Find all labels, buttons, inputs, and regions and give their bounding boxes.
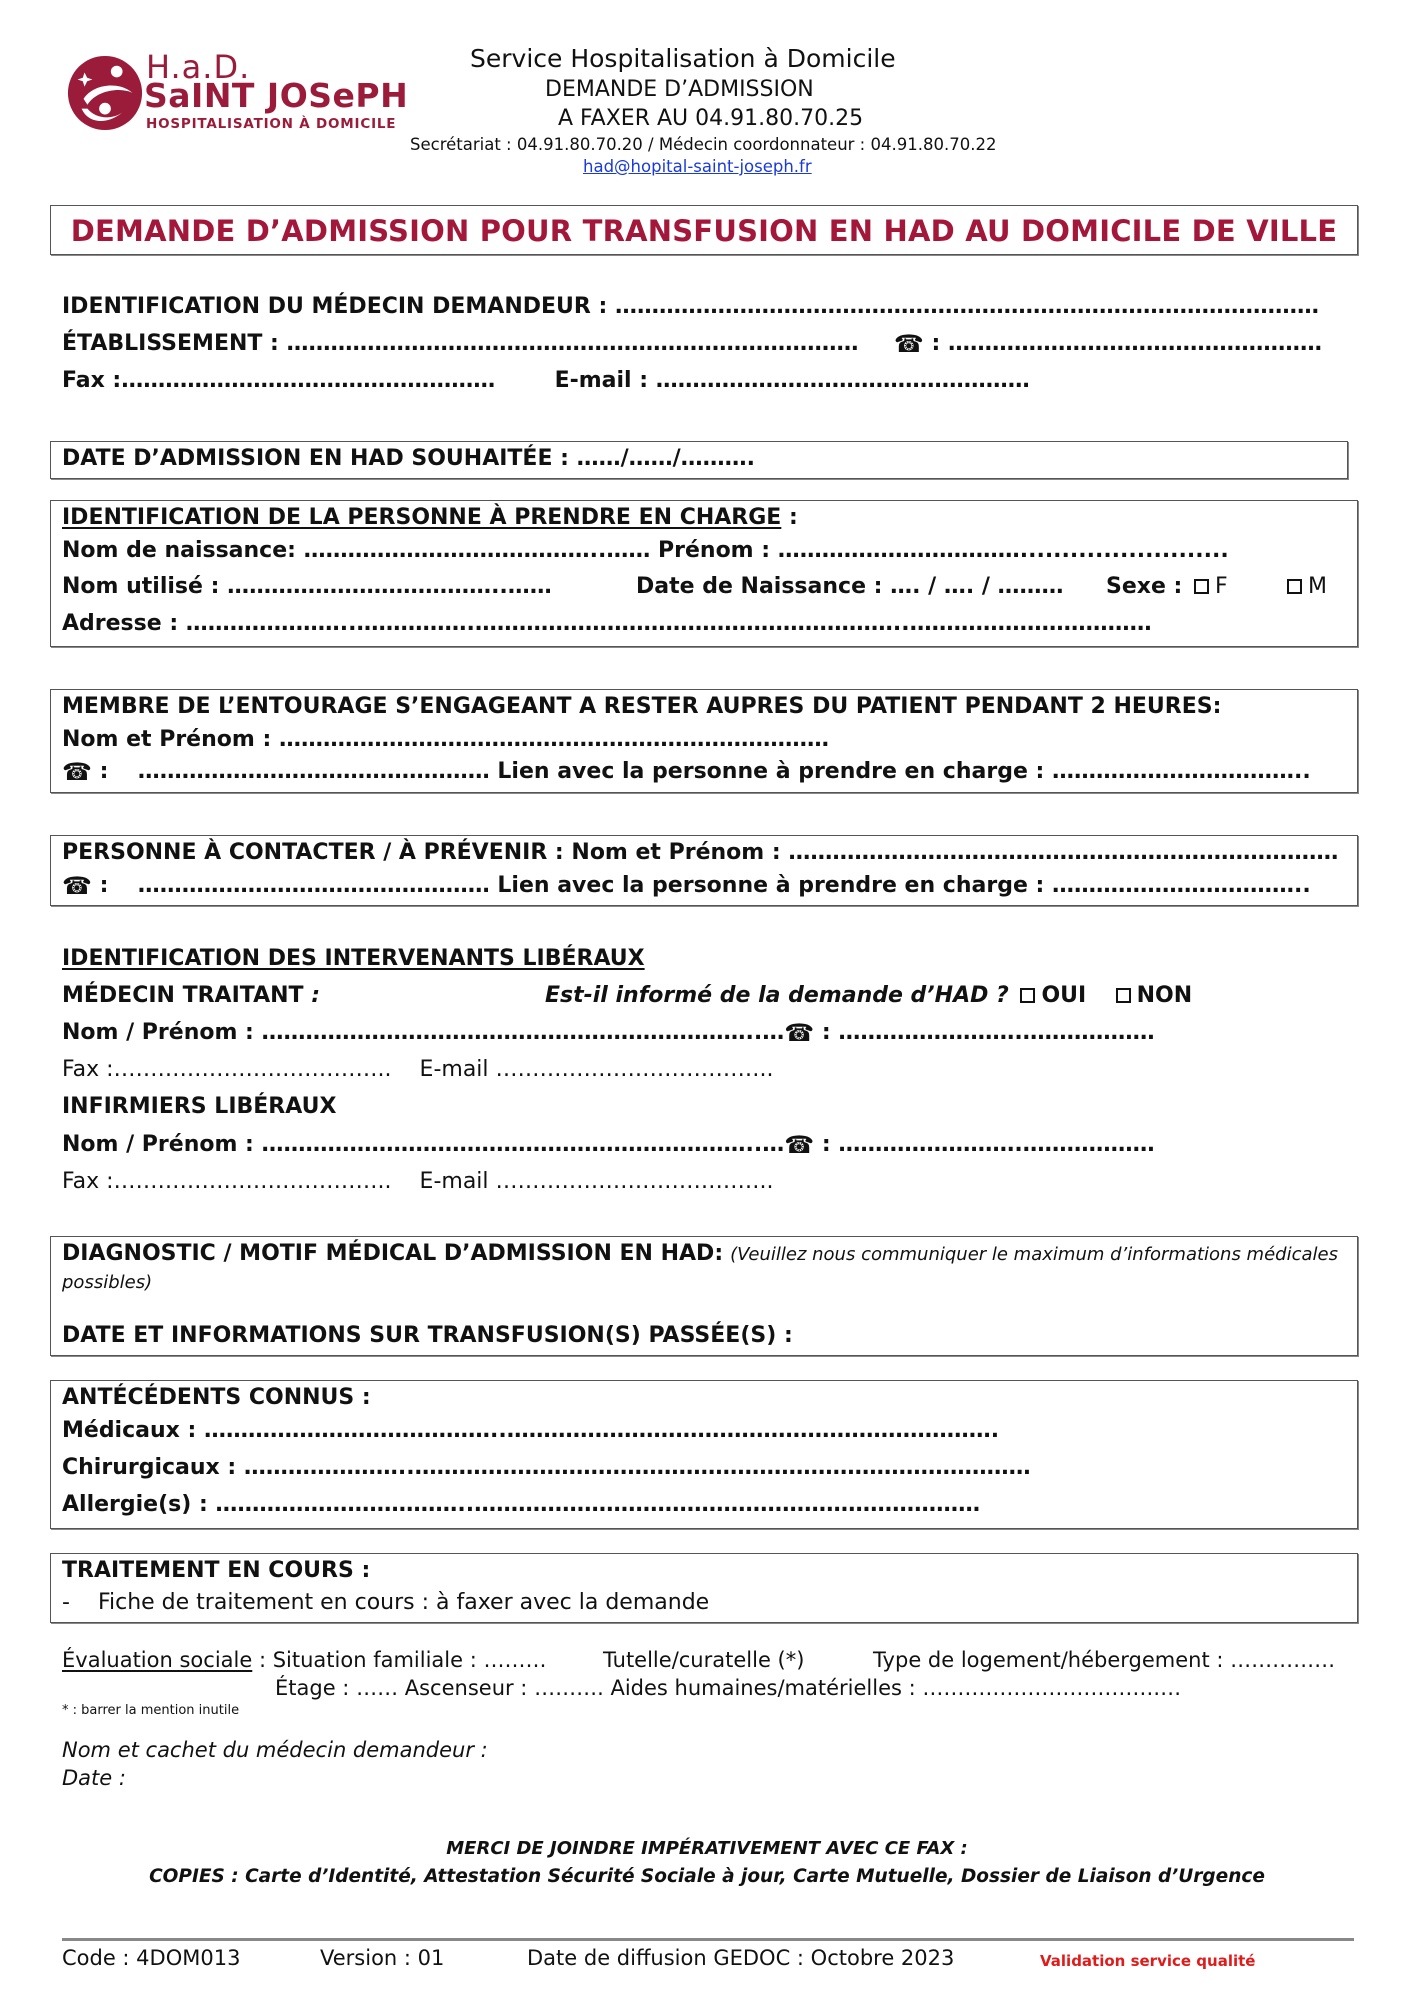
diagnosis-block <box>62 1240 1342 1296</box>
gp-informed-question: Est-il informé de la demande d’HAD ? <box>545 983 1009 1008</box>
first-name-field[interactable]: ……………………………......................... <box>777 538 1229 563</box>
phone-icon: ☎ <box>784 1131 815 1159</box>
phone-icon: ☎ <box>62 758 92 786</box>
address-row <box>62 609 1152 639</box>
footer-version: Version : 01 <box>320 1946 445 1970</box>
companion-relation-field[interactable]: …………………………….. <box>1052 759 1311 784</box>
transfusion-history-label[interactable]: DATE ET INFORMATIONS SUR TRANSFUSION(S) PASSÉE(S) : <box>62 1323 793 1348</box>
fax-email-row <box>62 366 1030 396</box>
stamp-label: Nom et cachet du médecin demandeur : <box>62 1738 488 1762</box>
family-field[interactable]: ……… <box>483 1648 547 1672</box>
companion-name-row <box>62 725 829 755</box>
birth-name-label: Nom de naissance: <box>62 538 296 563</box>
medical-history-field[interactable]: …………………………………..…………………………………………………………. <box>203 1418 1000 1443</box>
gp-informed-row <box>545 981 1192 1011</box>
logo-tagline: HOSPITALISATION À DOMICILE <box>146 116 397 132</box>
address-field[interactable]: …………………..…………….…………………………………………………..…………………………… <box>185 611 1152 636</box>
companion-phone-field[interactable]: ………………………………………… <box>137 759 490 784</box>
sex-f-label: F <box>1215 574 1228 599</box>
treatment-item <box>62 1588 709 1618</box>
informed-oui-label: OUI <box>1041 983 1087 1008</box>
nurses-label: INFIRMIERS LIBÉRAUX <box>62 1094 337 1119</box>
gp-row <box>62 981 320 1011</box>
address-label: Adresse : <box>62 611 179 636</box>
attachments-list: COPIES : Carte d’Identité, Attestation Sécurité Sociale à jour, Carte Mutuelle, Dossier de Liaison d’Urgence <box>149 1866 1265 1887</box>
gp-colon: : <box>303 983 320 1008</box>
surgical-history-row <box>62 1453 1031 1483</box>
fax-label: Fax : <box>62 368 122 393</box>
diagnosis-label: DIAGNOSTIC / MOTIF MÉDICAL D’ADMISSION EN HAD: <box>62 1241 724 1266</box>
companion-name-label: Nom et Prénom : <box>62 727 272 752</box>
logo-saint-joseph-text: SaINT JOSePH <box>144 76 409 115</box>
dob-row <box>636 572 1064 602</box>
medical-history-label: Médicaux : <box>62 1418 197 1443</box>
establishment-row <box>62 329 1322 359</box>
contact-person-relation-label: Lien avec la personne à prendre en charge : <box>497 873 1045 898</box>
sex-label: Sexe : <box>1106 574 1183 599</box>
phone-separator: : <box>99 873 109 898</box>
requester-doctor-field[interactable]: …………………………………………………………………………………… <box>614 294 1319 319</box>
surgical-history-field[interactable]: …………………..………………………………………………………………………… <box>243 1455 1031 1480</box>
aids-field[interactable]: …………………………….… <box>922 1676 1182 1700</box>
birth-name-field[interactable]: …………………………………..…… <box>303 538 651 563</box>
admission-date-label: DATE D’ADMISSION EN HAD SOUHAITÉE : <box>62 446 569 471</box>
gp-label: MÉDECIN TRAITANT <box>62 983 304 1008</box>
establishment-field[interactable]: …………………………………………………………………… <box>286 331 859 356</box>
attachments-heading: MERCI DE JOINDRE IMPÉRATIVEMENT AVEC CE FAX : <box>446 1838 968 1859</box>
medical-history-row <box>62 1416 999 1446</box>
sex-m-checkbox[interactable] <box>1287 579 1302 594</box>
logo-emblem-icon <box>66 54 144 132</box>
phone-icon: ☎ <box>893 330 924 358</box>
gp-name-row <box>62 1018 1155 1048</box>
used-name-label: Nom utilisé : <box>62 574 220 599</box>
footer-divider <box>62 1938 1354 1941</box>
nurse-name-row <box>62 1130 1155 1160</box>
nurse-fax-email-row <box>62 1167 774 1197</box>
guardianship-field[interactable]: Tutelle/curatelle (*) <box>603 1648 805 1672</box>
fax-field[interactable]: …………………………………………… <box>121 368 496 393</box>
email-field[interactable]: …………………………………………… <box>655 368 1030 393</box>
housing-label: Type de logement/hébergement : <box>873 1648 1224 1672</box>
gp-name-field[interactable]: …………………………………………………………..… <box>261 1020 785 1045</box>
housing-row <box>873 1645 1335 1675</box>
companion-heading: MEMBRE DE L’ENTOURAGE S’ENGAGEANT A RESTER AUPRES DU PATIENT PENDANT 2 HEURES: <box>62 694 1222 719</box>
dob-label: Date de Naissance : <box>636 574 883 599</box>
bullet: - <box>62 1590 70 1615</box>
companion-name-field[interactable]: ………………………………………………………………… <box>278 727 829 752</box>
aids-label: Aides humaines/matérielles : <box>610 1676 916 1700</box>
nurse-fax-label: Fax : <box>62 1169 114 1194</box>
establishment-label: ÉTABLISSEMENT : <box>62 331 279 356</box>
first-name-label: Prénom : <box>658 538 771 563</box>
requester-doctor-label: IDENTIFICATION DU MÉDECIN DEMANDEUR : <box>62 294 608 319</box>
had-saint-joseph-logo <box>66 48 416 134</box>
treatment-item-text: Fiche de traitement en cours : à faxer avec la demande <box>97 1590 710 1615</box>
page-title: DEMANDE D’ADMISSION POUR TRANSFUSION EN HAD AU DOMICILE DE VILLE <box>70 214 1338 248</box>
floor-field[interactable]: …… <box>356 1676 399 1700</box>
used-name-field[interactable]: ………………………………..…… <box>227 574 552 599</box>
patient-heading-colon: : <box>781 505 798 530</box>
footer-validation: Validation service qualité <box>1040 1952 1256 1970</box>
title-box <box>50 205 1358 255</box>
gp-email-field[interactable]: ……………………………….. <box>495 1057 774 1082</box>
phone-icon: ☎ <box>784 1019 815 1047</box>
patient-used-name-row <box>62 572 552 602</box>
gp-name-label: Nom / Prénom : <box>62 1020 254 1045</box>
informed-non-label: NON <box>1136 983 1193 1008</box>
informed-non-checkbox[interactable] <box>1116 988 1131 1003</box>
contact-person-row <box>62 838 1338 868</box>
requester-doctor-row <box>62 292 1319 322</box>
footer-code: Code : 4DOM013 <box>62 1946 241 1970</box>
allergies-label: Allergie(s) : <box>62 1492 208 1517</box>
housing-field[interactable]: …………… <box>1230 1648 1336 1672</box>
practitioners-heading: IDENTIFICATION DES INTERVENANTS LIBÉRAUX <box>62 946 645 971</box>
gp-fax-email-row <box>62 1055 774 1085</box>
nurse-fax-field[interactable]: ……………………………….. <box>113 1169 392 1194</box>
service-name: Service Hospitalisation à Domicile <box>470 44 896 73</box>
informed-oui-checkbox[interactable] <box>1020 988 1035 1003</box>
allergies-row <box>62 1490 980 1520</box>
allergies-field[interactable]: ……………………………..…………………………………………………………… <box>215 1492 981 1517</box>
email-link[interactable]: had@hopital-saint-joseph.fr <box>583 157 812 176</box>
lift-label: Ascenseur : <box>404 1676 528 1700</box>
social-row-2 <box>275 1673 1181 1703</box>
social-label: Évaluation sociale <box>62 1648 253 1672</box>
gp-phone-field[interactable]: …………………….……………… <box>838 1020 1155 1045</box>
gp-fax-label: Fax : <box>62 1057 114 1082</box>
nurse-name-label: Nom / Prénom : <box>62 1132 254 1157</box>
patient-name-row <box>62 536 1229 566</box>
email-label: E-mail : <box>554 368 649 393</box>
footer-diffusion-date: Date de diffusion GEDOC : Octobre 2023 <box>527 1946 955 1970</box>
phone-separator: : <box>821 1132 831 1157</box>
sex-m-label: M <box>1308 574 1327 599</box>
doc-type: DEMANDE D’ADMISSION <box>545 77 814 102</box>
contact-person-name-label: Nom et Prénom : <box>571 840 781 865</box>
surgical-history-label: Chirurgicaux : <box>62 1455 237 1480</box>
phone-separator: : <box>821 1020 831 1045</box>
phone-separator: : <box>931 331 941 356</box>
establishment-phone-field[interactable]: …………………………………………… <box>947 331 1322 356</box>
sex-row <box>1106 572 1327 602</box>
floor-label: Étage : <box>275 1676 350 1700</box>
diagnosis-note: (Veuillez nous communiquer le maximum d’informations médicales possibles) <box>62 1244 1338 1293</box>
gp-email-label: E-mail <box>419 1057 489 1082</box>
treatment-heading: TRAITEMENT EN COURS : <box>62 1558 371 1583</box>
footnote: * : barrer la mention inutile <box>62 1703 240 1718</box>
nurse-phone-field[interactable]: …………………….……………… <box>838 1132 1155 1157</box>
dob-field[interactable]: …. / …. / ……… <box>890 574 1064 599</box>
sex-f-checkbox[interactable] <box>1194 579 1209 594</box>
admission-date-field[interactable]: ……/……/………. <box>576 446 756 471</box>
contact-numbers: Secrétariat : 04.91.80.70.20 / Médecin coordonnateur : 04.91.80.70.22 <box>410 135 997 154</box>
gp-fax-field[interactable]: ……………………………….. <box>113 1057 392 1082</box>
nurse-email-label: E-mail <box>419 1169 489 1194</box>
patient-heading: IDENTIFICATION DE LA PERSONNE À PRENDRE EN CHARGE <box>62 505 782 530</box>
signature-date-label: Date : <box>62 1766 126 1790</box>
contact-person-phone-row <box>62 871 1311 901</box>
admission-date-row <box>62 444 755 474</box>
contact-person-name-field[interactable]: ………………………………………………………………… <box>788 840 1339 865</box>
logo-had-text: H.a.D. <box>146 48 251 86</box>
phone-separator: : <box>99 759 109 784</box>
nurse-email-field[interactable]: ……………………………….. <box>495 1169 774 1194</box>
fax-number: A FAXER AU 04.91.80.70.25 <box>558 106 864 131</box>
contact-person-relation-field[interactable]: …………………………….. <box>1052 873 1311 898</box>
patient-heading-row <box>62 503 798 533</box>
contact-person-phone-field[interactable]: ………………………………………… <box>137 873 490 898</box>
history-heading: ANTÉCÉDENTS CONNUS : <box>62 1385 371 1410</box>
lift-field[interactable]: ………. <box>534 1676 604 1700</box>
social-row-1 <box>62 1645 546 1675</box>
companion-relation-label: Lien avec la personne à prendre en charge : <box>497 759 1045 784</box>
nurse-name-field[interactable]: …………………………………………………………..… <box>261 1132 785 1157</box>
contact-person-heading: PERSONNE À CONTACTER / À PRÉVENIR : <box>62 840 564 865</box>
companion-phone-row <box>62 757 1311 787</box>
family-label: : Situation familiale : <box>258 1648 477 1672</box>
phone-icon: ☎ <box>62 872 92 900</box>
